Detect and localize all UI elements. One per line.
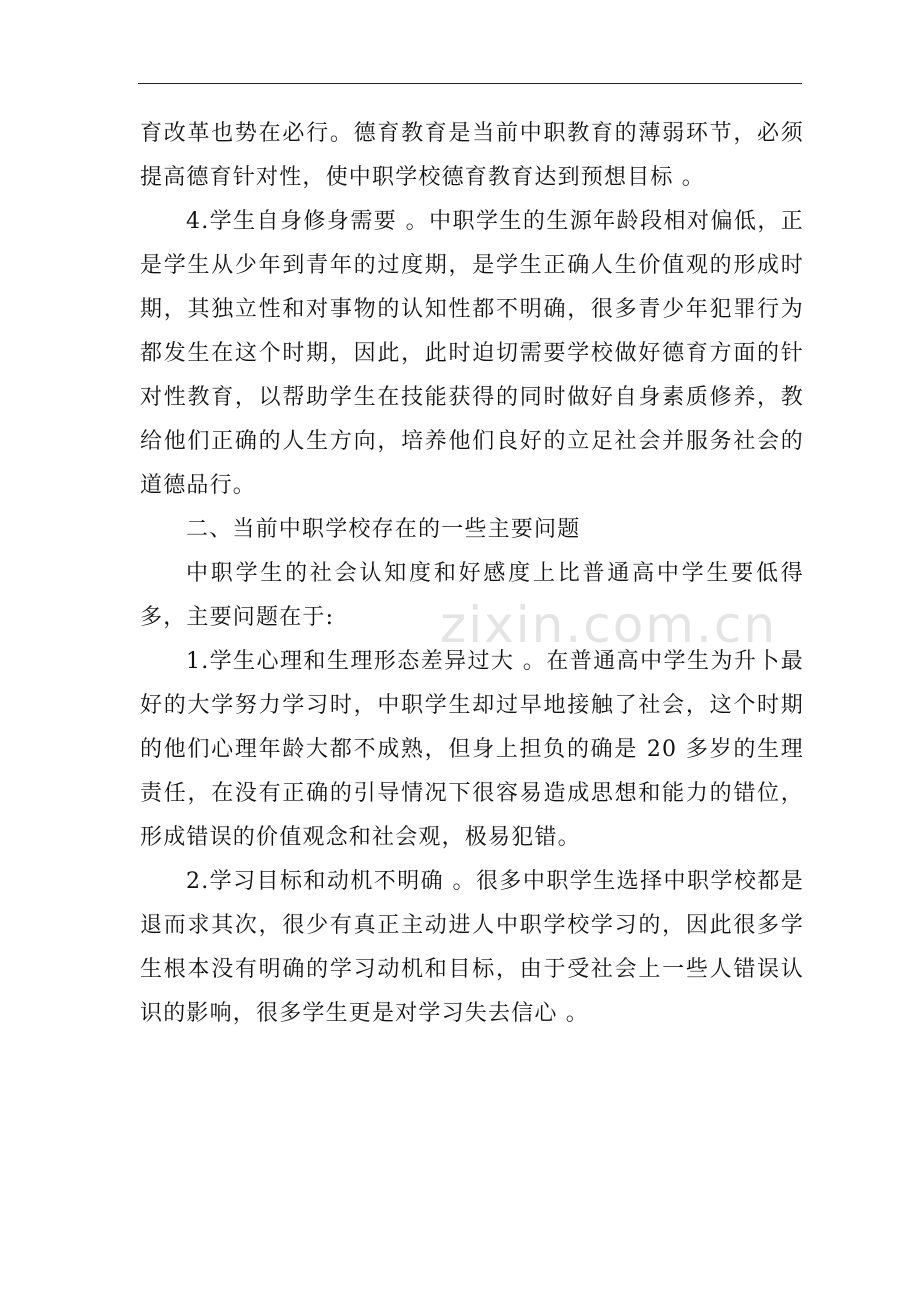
paragraph-point-2: 2.学习目标和动机不明确 。很多中职学生选择中职学校都是退而求其次，很少有真正主动进人中职学校学习的，因此很多学生根本没有明确的学习动机和目标，由于受社会上一些人错误认识的影响，很多学生更是对学习失去信心 。	[140, 869, 804, 1026]
watermark: zixin.com.cn	[440, 596, 778, 654]
header-rule	[138, 83, 802, 84]
document-body	[140, 112, 804, 1036]
paragraph-point-1: 1.学生心理和生理形态差异过大 。在普通高中学生为升卜最好的大学努力学习时，中职学生却过早地接触了社会，这个时期的他们心理年龄大都不成熟，但身上担负的确是 20 多岁的生理责任，在没有正确的引导情况下很容易造成思想和能力的错位，形成错误的价值观念和社会观，极易犯错。	[140, 649, 804, 850]
paragraph-continuation: 育改革也势在必行。德育教育是当前中职教育的薄弱环节，必须提高德育针对性，使中职学校德育教育达到预想目标 。	[140, 121, 804, 190]
paragraph-intro: 中职学生的社会认知度和好感度上比普通高中学生要低得多，主要问题在于:	[140, 561, 804, 630]
section-heading-2: 二、当前中职学校存在的一些主要问题	[186, 517, 581, 542]
paragraph-point-4: 4.学生自身修身需要 。中职学生的生源年龄段相对偏低，正是学生从少年到青年的过度期，是学生正确人生价值观的形成时期，其独立性和对事物的认知性都不明确，很多青少年犯罪行为都发生在这个时期，因此，此时迫切需要学校做好德育方面的针对性教育，以帮助学生在技能获得的同时做好自身素质修养，教给他们正确的人生方向，培养他们良好的立足社会并服务社会的道德品行。	[140, 209, 804, 498]
